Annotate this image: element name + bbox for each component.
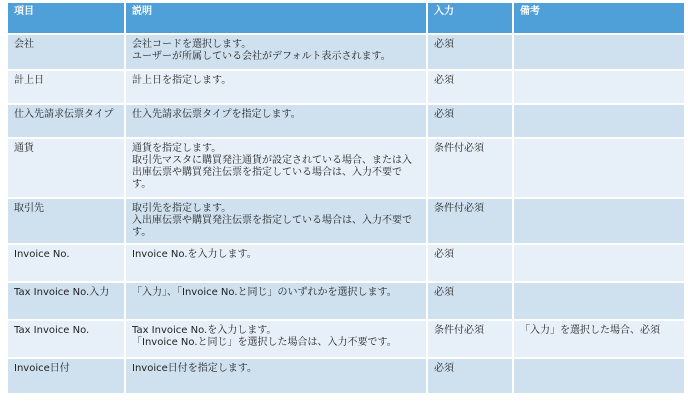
cell-input: 必須 bbox=[427, 282, 513, 320]
table-row bbox=[7, 138, 685, 198]
cell-note bbox=[513, 282, 685, 320]
cell-note: 「入力」を選択した場合、必須 bbox=[513, 320, 685, 358]
cell-description: Invoice No.を入力します。 bbox=[125, 244, 427, 282]
cell-description: 仕入先請求伝票タイプを指定します。 bbox=[125, 104, 427, 138]
cell-input: 条件付必須 bbox=[427, 138, 513, 198]
table-row bbox=[7, 198, 685, 244]
field-spec-table-container bbox=[6, 1, 684, 395]
cell-item: Tax Invoice No.入力 bbox=[7, 282, 125, 320]
cell-item: 計上日 bbox=[7, 70, 125, 104]
cell-item: 会社 bbox=[7, 34, 125, 70]
cell-item: Invoice No. bbox=[7, 244, 125, 282]
cell-item: Invoice日付 bbox=[7, 358, 125, 394]
cell-description: 計上日を指定します。 bbox=[125, 70, 427, 104]
cell-note bbox=[513, 70, 685, 104]
header-description: 説明 bbox=[125, 2, 427, 34]
cell-description: Tax Invoice No.を入力します。 「Invoice No.と同じ」を選択した場合は、入力不要です。 bbox=[125, 320, 427, 358]
table-header-row bbox=[7, 2, 685, 34]
cell-description: Invoice日付を指定します。 bbox=[125, 358, 427, 394]
cell-description: 取引先を指定します。 入出庫伝票や購買発注伝票を指定している場合は、入力不要です。 bbox=[125, 198, 427, 244]
cell-note bbox=[513, 104, 685, 138]
cell-item: 仕入先請求伝票タイプ bbox=[7, 104, 125, 138]
cell-note bbox=[513, 138, 685, 198]
table-row bbox=[7, 320, 685, 358]
cell-description: 通貨を指定します。 取引先マスタに購買発注通貨が設定されている場合、または入出庫伝票や購買発注伝票を指定している場合は、入力不要です。 bbox=[125, 138, 427, 198]
header-input: 入力 bbox=[427, 2, 513, 34]
cell-note bbox=[513, 198, 685, 244]
cell-input: 必須 bbox=[427, 104, 513, 138]
cell-input: 必須 bbox=[427, 70, 513, 104]
cell-description: 会社コードを選択します。 ユーザーが所属している会社がデフォルト表示されます。 bbox=[125, 34, 427, 70]
table-row bbox=[7, 282, 685, 320]
table-row bbox=[7, 70, 685, 104]
cell-input: 必須 bbox=[427, 244, 513, 282]
field-spec-table bbox=[6, 1, 686, 395]
header-item: 項目 bbox=[7, 2, 125, 34]
cell-item: 通貨 bbox=[7, 138, 125, 198]
table-row bbox=[7, 34, 685, 70]
table-row bbox=[7, 104, 685, 138]
table-row bbox=[7, 244, 685, 282]
cell-note bbox=[513, 244, 685, 282]
cell-note bbox=[513, 34, 685, 70]
header-note: 備考 bbox=[513, 2, 685, 34]
cell-input: 必須 bbox=[427, 358, 513, 394]
cell-item: 取引先 bbox=[7, 198, 125, 244]
cell-item: Tax Invoice No. bbox=[7, 320, 125, 358]
table-row bbox=[7, 358, 685, 394]
cell-note bbox=[513, 358, 685, 394]
cell-input: 条件付必須 bbox=[427, 198, 513, 244]
cell-input: 必須 bbox=[427, 34, 513, 70]
cell-description: 「入力」、「Invoice No.と同じ」のいずれかを選択します。 bbox=[125, 282, 427, 320]
cell-input: 条件付必須 bbox=[427, 320, 513, 358]
